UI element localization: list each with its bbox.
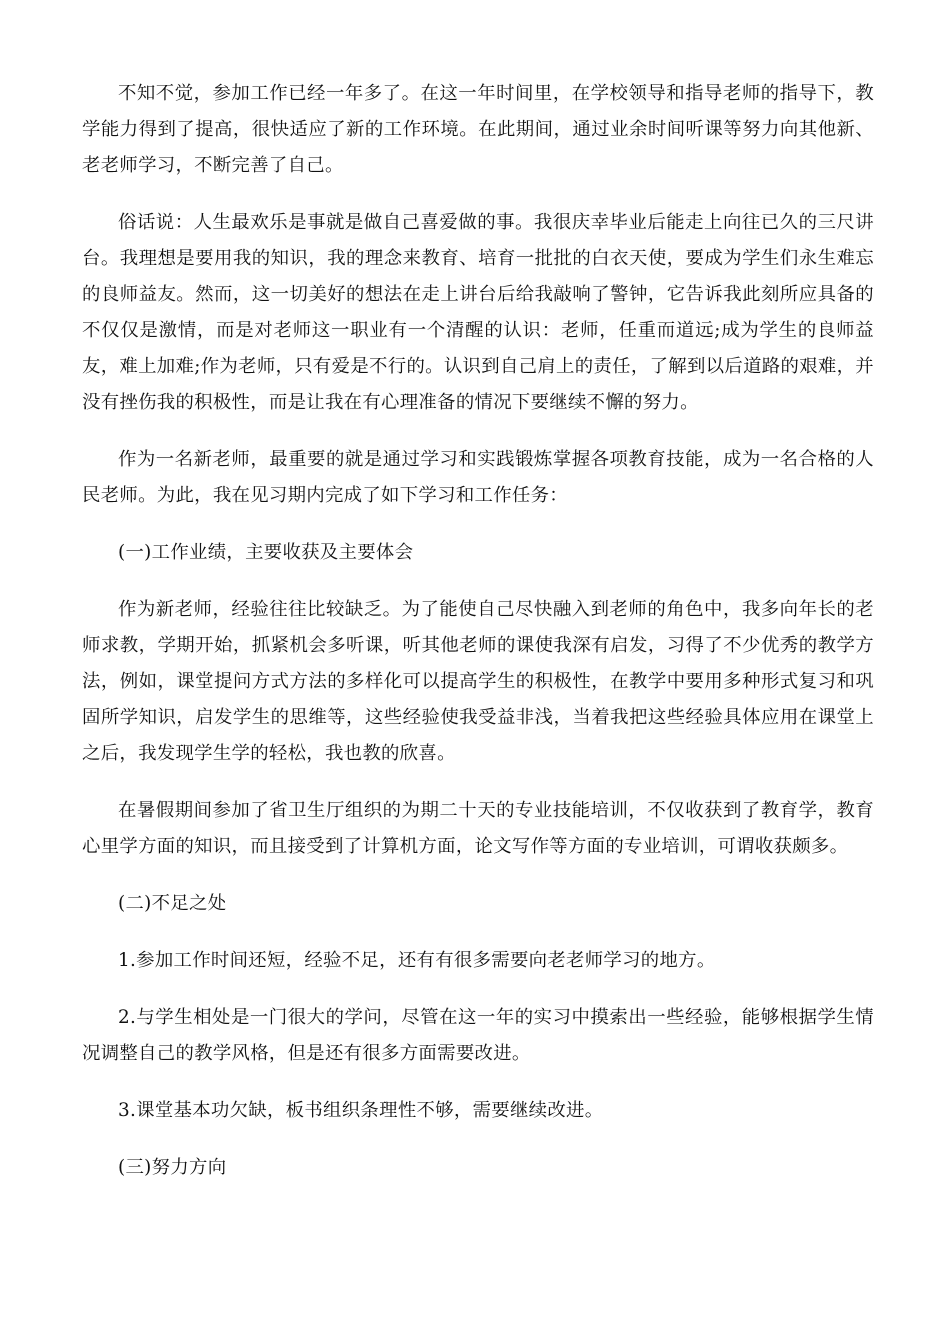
paragraph-training: 在暑假期间参加了省卫生厅组织的为期二十天的专业技能培训，不仅收获到了教育学，教育心里学方面的知识，而且接受到了计算机方面，论文写作等方面的专业培训，可谓收获颇多。: [82, 800, 874, 857]
section-heading-direction: (三)努力方向: [118, 1157, 227, 1178]
list-item-shortcoming-3: 3.课堂基本功欠缺，板书组织条理性不够，需要继续改进。: [118, 1100, 604, 1121]
section-heading-shortcomings: (二)不足之处: [118, 893, 227, 914]
section-heading-achievements: (一)工作业绩，主要收获及主要体会: [118, 542, 414, 563]
list-item-shortcoming-1: 1.参加工作时间还短，经验不足，还有有很多需要向老老师学习的地方。: [118, 950, 716, 971]
paragraph-new-teacher: 作为一名新老师，最重要的就是通过学习和实践锻炼掌握各项教育技能，成为一名合格的人民老师。为此，我在见习期内完成了如下学习和工作任务：: [82, 449, 874, 506]
paragraph-saying: 俗话说：人生最欢乐是事就是做自己喜爱做的事。我很庆幸毕业后能走上向往已久的三尺讲台。我理想是要用我的知识，我的理念来教育、培育一批批的白衣天使，要成为学生们永生难忘的良师益友。然而，这一切美好的想法在走上讲台后给我敲响了警钟，它告诉我此刻所应具备的不仅仅是激情，而是对老师这一职业有一个清醒的认识：老师，任重而道远;成为学生的良师益友，难上加难;作为老师，只有爱是不行的。认识到自己肩上的责任，了解到以后道路的艰难，并没有挫伤我的积极性，而是让我在有心理准备的情况下要继续不懈的努力。: [82, 212, 874, 413]
list-item-shortcoming-2: 2.与学生相处是一门很大的学问，尽管在这一年的实习中摸索出一些经验，能够根据学生情况调整自己的教学风格，但是还有很多方面需要改进。: [82, 1007, 874, 1064]
paragraph-intro: 不知不觉，参加工作已经一年多了。在这一年时间里，在学校领导和指导老师的指导下，教学能力得到了提高，很快适应了新的工作环境。在此期间，通过业余时间听课等努力向其他新、老老师学习，不断完善了自己。: [82, 83, 874, 176]
paragraph-experience: 作为新老师，经验往往比较缺乏。为了能使自己尽快融入到老师的角色中，我多向年长的老师求教，学期开始，抓紧机会多听课，听其他老师的课使我深有启发，习得了不少优秀的教学方法，例如，课堂提问方式方法的多样化可以提高学生的积极性，在教学中要用多种形式复习和巩固所学知识，启发学生的思维等，这些经验使我受益非浅，当着我把这些经验具体应用在课堂上之后，我发现学生学的轻松，我也教的欣喜。: [82, 599, 874, 764]
